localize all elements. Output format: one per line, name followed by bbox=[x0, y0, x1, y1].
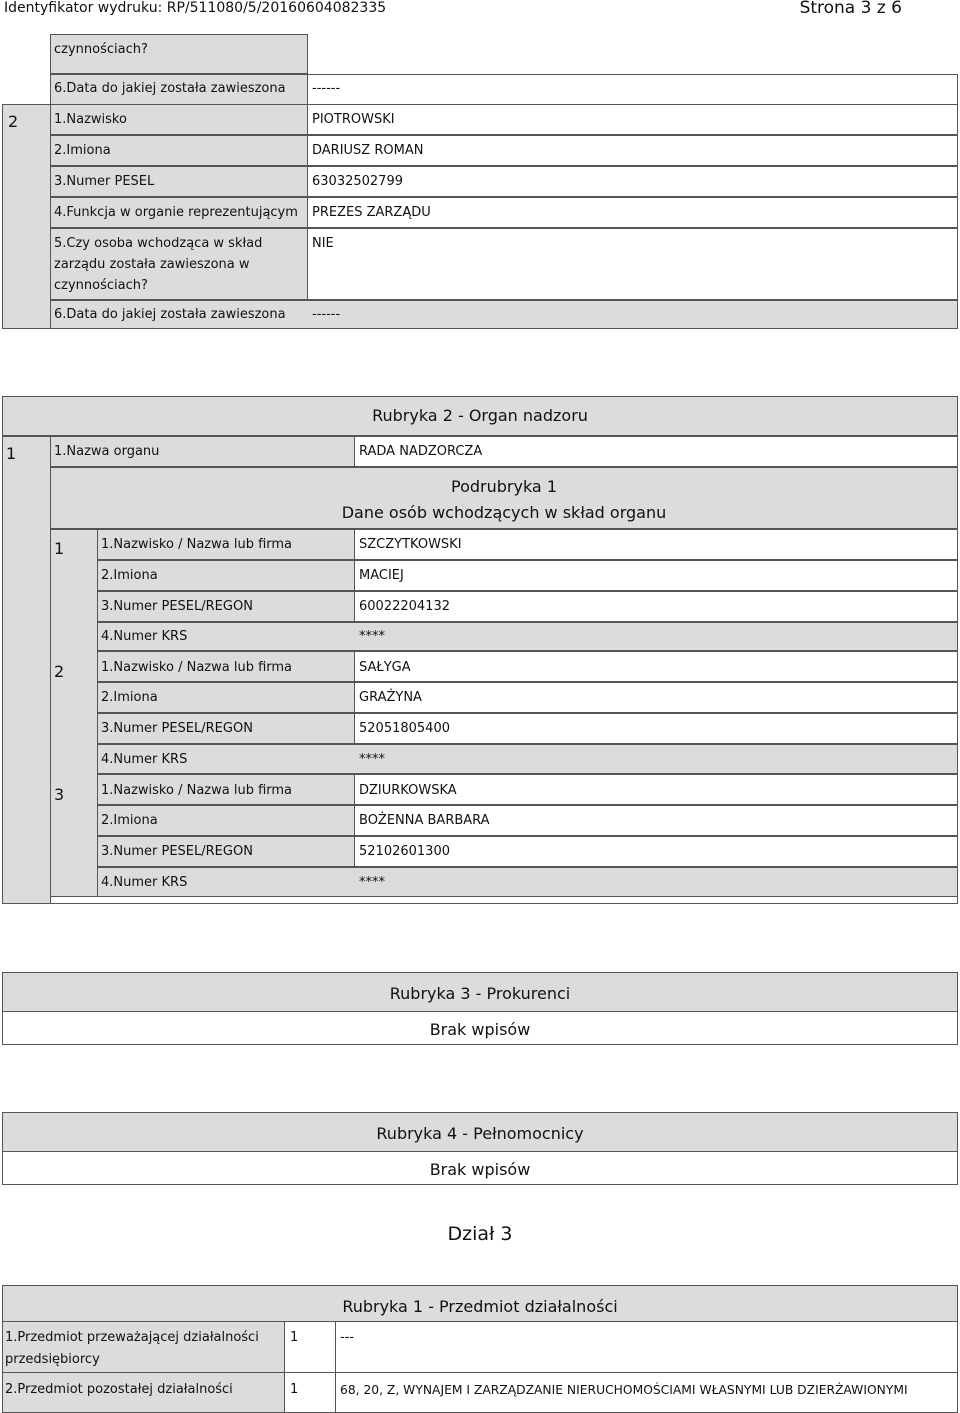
print-identifier: Identyfikator wydruku: RP/511080/5/20160604082335 bbox=[4, 0, 387, 16]
rubryka4-empty: Brak wpisów bbox=[429, 1160, 531, 1179]
organ-value: RADA NADZORCZA bbox=[359, 444, 483, 459]
other-activity-no: 1 bbox=[290, 1382, 299, 1397]
rubryka2-bottom-border bbox=[50, 896, 958, 904]
person-surname-label: 1.Nazwisko / Nazwa lub firma bbox=[101, 783, 293, 798]
names-label: 2.Imiona bbox=[54, 143, 111, 158]
organ-number-cell bbox=[2, 436, 51, 904]
person-number: 3 bbox=[54, 785, 65, 804]
subrubryka-title-1: Podrubryka 1 bbox=[451, 477, 557, 496]
main-activity-value-cell bbox=[335, 1321, 958, 1373]
person-value-cell bbox=[354, 651, 958, 682]
main-activity-label-line2: przedsiębiorcy bbox=[5, 1352, 100, 1367]
person-krs-row bbox=[97, 867, 958, 897]
person-surname-value: DZIURKOWSKA bbox=[359, 783, 457, 798]
person-pesel-value: 52051805400 bbox=[359, 721, 450, 736]
suspended-label-line3: czynnościach? bbox=[54, 278, 148, 293]
function-value: PREZES ZARZĄDU bbox=[312, 205, 431, 220]
suspended-label-line2: zarządu została zawieszona w bbox=[54, 257, 250, 272]
person-krs-value: **** bbox=[359, 875, 385, 890]
person-names-value: GRAŻYNA bbox=[359, 690, 422, 705]
suspended-value: NIE bbox=[312, 236, 334, 251]
rubryka3-title: Rubryka 3 - Prokurenci bbox=[389, 984, 571, 1003]
person-names-label: 2.Imiona bbox=[101, 690, 158, 705]
subrubryka-title-2: Dane osób wchodzących w skład organu bbox=[341, 503, 667, 522]
person-krs-row bbox=[97, 622, 958, 651]
dzial3-rubryka1-title: Rubryka 1 - Przedmiot działalności bbox=[342, 1297, 618, 1316]
person-number: 2 bbox=[54, 662, 65, 681]
main-activity-value: --- bbox=[340, 1330, 355, 1345]
pesel-value: 63032502799 bbox=[312, 174, 403, 189]
person-value-cell bbox=[354, 682, 958, 713]
surname-label: 1.Nazwisko bbox=[54, 112, 127, 127]
suspend-date-label: 6.Data do jakiej została zawieszona bbox=[54, 307, 286, 322]
main-activity-no: 1 bbox=[290, 1330, 299, 1345]
organ-label: 1.Nazwa organu bbox=[54, 444, 160, 459]
person-surname-value: SZCZYTKOWSKI bbox=[359, 537, 462, 552]
other-activity-label: 2.Przedmiot pozostałej działalności bbox=[5, 1382, 233, 1397]
surname-value: PIOTROWSKI bbox=[312, 112, 395, 127]
q6-label-prev: 6.Data do jakiej została zawieszona bbox=[54, 81, 286, 96]
pesel-value-cell bbox=[307, 166, 958, 197]
suspend-date-value: ------ bbox=[312, 307, 341, 322]
suspended-label-line1: 5.Czy osoba wchodząca w skład bbox=[54, 236, 263, 251]
person-krs-label: 4.Numer KRS bbox=[101, 875, 188, 890]
person-number: 1 bbox=[54, 539, 65, 558]
rubryka3-empty: Brak wpisów bbox=[429, 1020, 531, 1039]
person-names-value: BOŻENNA BARBARA bbox=[359, 813, 490, 828]
member-number: 2 bbox=[8, 112, 19, 131]
q6-value-cell-prev bbox=[307, 74, 958, 105]
person-surname-value: SAŁYGA bbox=[359, 660, 411, 675]
person-pesel-value: 52102601300 bbox=[359, 844, 450, 859]
other-activity-value: 68, 20, Z, WYNAJEM I ZARZĄDZANIE NIERUCHOMOŚCIAMI WŁASNYMI LUB DZIERŻAWIONYMI bbox=[340, 1383, 908, 1397]
q6-value-prev: ------ bbox=[312, 81, 341, 96]
person-surname-label: 1.Nazwisko / Nazwa lub firma bbox=[101, 660, 293, 675]
surname-value-cell bbox=[307, 104, 958, 135]
person-krs-label: 4.Numer KRS bbox=[101, 752, 188, 767]
person-pesel-label: 3.Numer PESEL/REGON bbox=[101, 599, 253, 614]
person-names-label: 2.Imiona bbox=[101, 813, 158, 828]
member-number-cell bbox=[2, 104, 51, 329]
page-number: Strona 3 z 6 bbox=[799, 0, 902, 18]
names-value: DARIUSZ ROMAN bbox=[312, 143, 424, 158]
section-title: Dział 3 bbox=[447, 1223, 513, 1245]
q5-tail-label: czynnościach? bbox=[54, 42, 148, 57]
person-pesel-label: 3.Numer PESEL/REGON bbox=[101, 844, 253, 859]
person-krs-value: **** bbox=[359, 629, 385, 644]
pesel-label: 3.Numer PESEL bbox=[54, 174, 155, 189]
main-activity-label-line1: 1.Przedmiot przeważającej działalności bbox=[5, 1330, 259, 1345]
person-krs-row bbox=[97, 744, 958, 774]
person-value-cell bbox=[354, 560, 958, 591]
person-krs-value: **** bbox=[359, 752, 385, 767]
person-names-value: MACIEJ bbox=[359, 568, 404, 583]
suspended-value-cell bbox=[307, 228, 958, 300]
person-krs-label: 4.Numer KRS bbox=[101, 629, 188, 644]
rubryka4-title: Rubryka 4 - Pełnomocnicy bbox=[376, 1124, 584, 1143]
rubryka2-title: Rubryka 2 - Organ nadzoru bbox=[372, 406, 588, 425]
person-pesel-label: 3.Numer PESEL/REGON bbox=[101, 721, 253, 736]
person-surname-label: 1.Nazwisko / Nazwa lub firma bbox=[101, 537, 293, 552]
organ-number: 1 bbox=[6, 444, 17, 463]
persons-number-column bbox=[50, 529, 98, 897]
person-pesel-value: 60022204132 bbox=[359, 599, 450, 614]
person-names-label: 2.Imiona bbox=[101, 568, 158, 583]
function-label: 4.Funkcja w organie reprezentującym bbox=[54, 205, 298, 220]
